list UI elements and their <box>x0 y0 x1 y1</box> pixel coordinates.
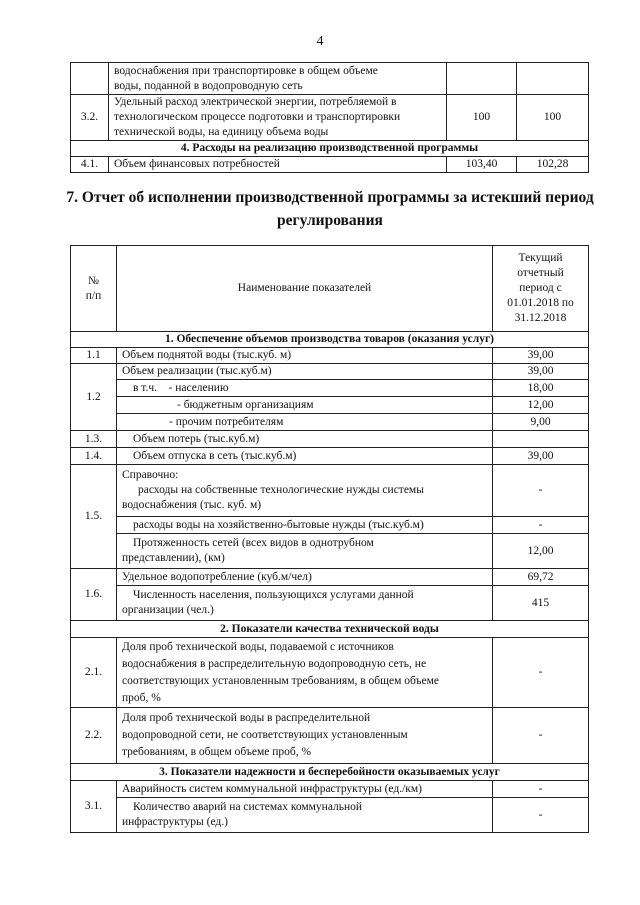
row-name: - бюджетным организациям <box>117 397 493 414</box>
row-name: Аварийность систем коммунальной инфраструктуры (ед./км) <box>117 781 493 798</box>
row-name: Доля проб технической воды в распределительной водопроводной сети, не соответствующих установленным требованиям, в общем объеме проб, % <box>117 708 493 764</box>
section-header-row <box>71 141 589 157</box>
row-value: 39,00 <box>493 448 589 465</box>
row-number: 1.4. <box>71 448 117 465</box>
row-name: Протяженность сетей (всех видов в однотрубном представлении), (км) <box>117 534 493 569</box>
table-row <box>71 431 589 448</box>
row-number: 2.1. <box>71 638 117 708</box>
section-header-row <box>71 621 589 638</box>
table-row <box>71 348 589 364</box>
row-value: - <box>493 798 589 833</box>
section-title: 3. Показатели надежности и бесперебойности оказываемых услуг <box>71 764 589 781</box>
table-row <box>71 534 589 569</box>
section-title: 4. Расходы на реализацию производственной программы <box>71 141 589 157</box>
row-value: 69,72 <box>493 569 589 586</box>
table-row <box>71 708 589 764</box>
row-name: Объем реализации (тыс.куб.м) <box>117 364 493 380</box>
row-value: 12,00 <box>493 534 589 569</box>
row-number: 2.2. <box>71 708 117 764</box>
table-row <box>71 397 589 414</box>
row-value: 12,00 <box>493 397 589 414</box>
section-header-row <box>71 332 589 348</box>
row-value: 100 <box>517 95 589 141</box>
row-value: 39,00 <box>493 364 589 380</box>
row-number: 1.6. <box>71 569 117 621</box>
row-name: Объем отпуска в сеть (тыс.куб.м) <box>117 448 493 465</box>
row-value: 100 <box>447 95 517 141</box>
row-number: 1.5. <box>71 465 117 569</box>
row-name: Численность населения, пользующихся услугами данной организации (чел.) <box>117 586 493 621</box>
table-row <box>71 414 589 431</box>
table-row <box>71 781 589 798</box>
row-name: Справочно: расходы на собственные технологические нужды системы водоснабжения (тыс. куб. м) <box>117 465 493 517</box>
row-value: 9,00 <box>493 414 589 431</box>
row-value <box>493 431 589 448</box>
row-name: Доля проб технической воды, подаваемой с источников водоснабжения в распределительную водопроводную сеть, не соответствующих установленным требованиям, в общем объеме проб, % <box>117 638 493 708</box>
table-row <box>71 569 589 586</box>
section-title: 2. Показатели качества технической воды <box>71 621 589 638</box>
row-name: в т.ч. - населению <box>117 380 493 397</box>
header-name: Наименование показателей <box>117 246 493 332</box>
row-value: 18,00 <box>493 380 589 397</box>
row-number: 1.2 <box>71 364 117 431</box>
table-row <box>71 380 589 397</box>
row-number: 1.1 <box>71 348 117 364</box>
section-header-row <box>71 764 589 781</box>
row-name: Объем финансовых потребностей <box>109 157 447 173</box>
row-value: - <box>493 517 589 534</box>
table-row <box>71 95 589 141</box>
report-table <box>70 245 589 833</box>
header-row <box>71 246 589 332</box>
table-row <box>71 586 589 621</box>
table-row <box>71 638 589 708</box>
row-value: 39,00 <box>493 348 589 364</box>
row-name: Объем поднятой воды (тыс.куб. м) <box>117 348 493 364</box>
table-row <box>71 63 589 95</box>
section-heading: 7. Отчет об исполнении производственной программы за истекший период регулирования <box>66 189 594 229</box>
row-name: Удельное водопотребление (куб.м/чел) <box>117 569 493 586</box>
row-name: водоснабжения при транспортировке в общем объеме воды, поданной в водопроводную сеть <box>109 63 447 95</box>
row-name: - прочим потребителям <box>117 414 493 431</box>
row-name: Количество аварий на системах коммунальной инфраструктуры (ед.) <box>117 798 493 833</box>
table-row <box>71 798 589 833</box>
row-value: - <box>493 465 589 517</box>
table-row <box>71 517 589 534</box>
row-number: 3.2. <box>71 95 109 141</box>
row-value: 415 <box>493 586 589 621</box>
header-period: Текущий отчетный период с 01.01.2018 по 31.12.2018 <box>493 246 589 332</box>
row-number: 4.1. <box>71 157 109 173</box>
row-value: - <box>493 781 589 798</box>
program-indicators-table-continued <box>70 62 589 173</box>
table-row <box>71 157 589 173</box>
row-value: 102,28 <box>517 157 589 173</box>
header-number: № п/п <box>71 246 117 332</box>
row-name: расходы воды на хозяйственно-бытовые нужды (тыс.куб.м) <box>117 517 493 534</box>
page-number: 4 <box>316 34 324 49</box>
row-number: 3.1. <box>71 781 117 833</box>
section-title: 1. Обеспечение объемов производства товаров (оказания услуг) <box>71 332 589 348</box>
table-row <box>71 448 589 465</box>
table-row <box>71 465 589 517</box>
row-name: Объем потерь (тыс.куб.м) <box>117 431 493 448</box>
row-value: - <box>493 708 589 764</box>
row-value: 103,40 <box>447 157 517 173</box>
row-number: 1.3. <box>71 431 117 448</box>
row-name: Удельный расход электрической энергии, потребляемой в технологическом процессе подготовки и транспортировки технической воды, на единицу объема воды <box>109 95 447 141</box>
row-value: - <box>493 638 589 708</box>
table-row <box>71 364 589 380</box>
